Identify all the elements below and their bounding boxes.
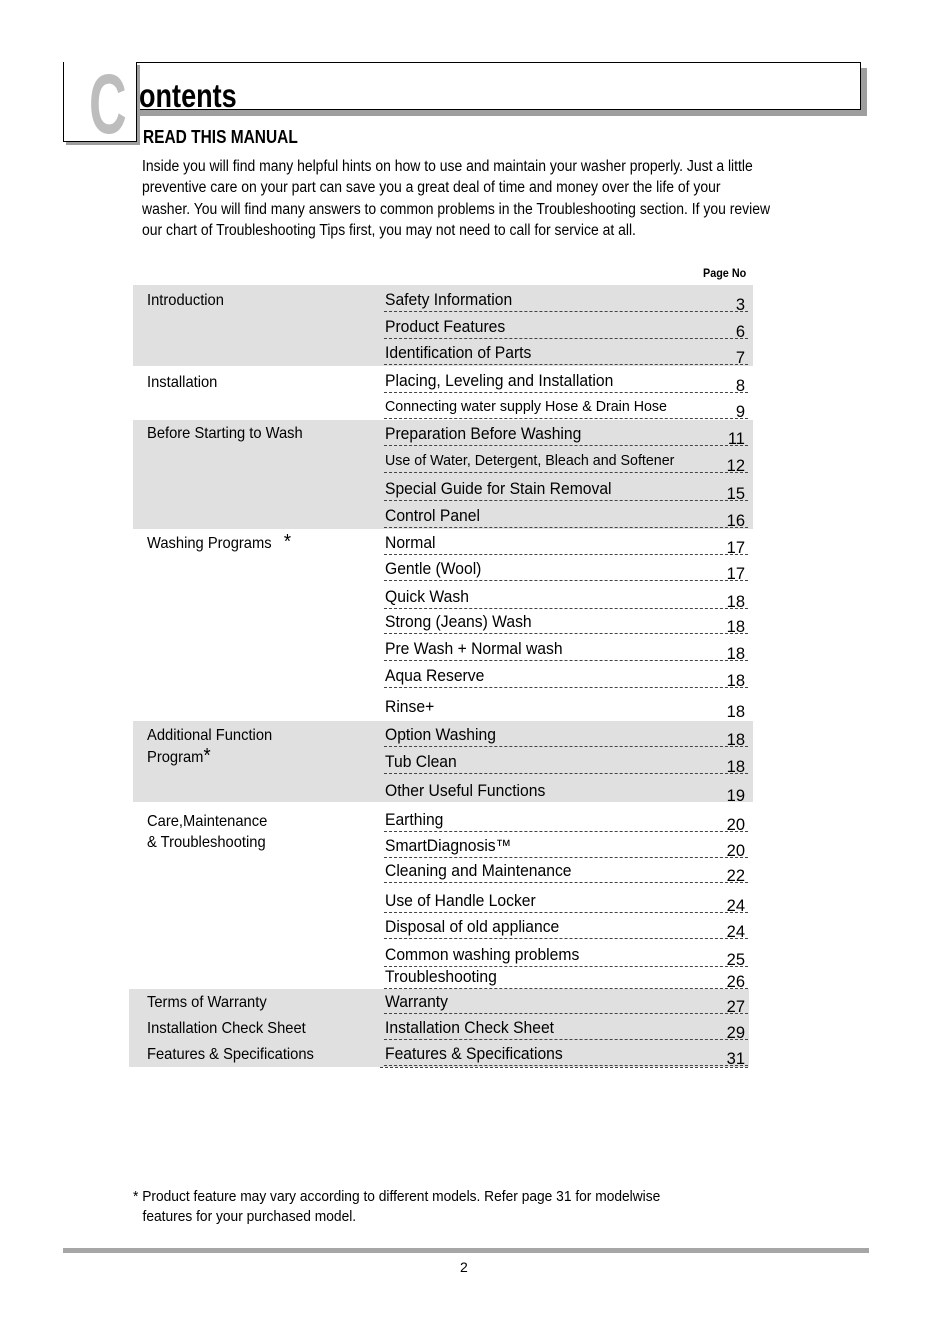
toc-entry-title: Special Guide for Stain Removal xyxy=(385,480,612,498)
section-washing-programs xyxy=(147,532,291,554)
toc-entry-title: Disposal of old appliance xyxy=(385,918,560,936)
toc-entry-title: Identification of Parts xyxy=(385,344,532,362)
toc-entry[interactable] xyxy=(384,451,748,473)
toc-entry-page: 20 xyxy=(726,816,745,834)
toc-entry-page: 20 xyxy=(726,842,745,860)
toc-entry-page: 18 xyxy=(726,731,745,749)
header-big-letter: C xyxy=(89,57,127,151)
section-features-specifications: Features & Specifications xyxy=(147,1046,314,1063)
toc-entry-page: 6 xyxy=(735,323,745,341)
asterisk-mark: * xyxy=(283,531,292,553)
toc-entry[interactable] xyxy=(384,612,748,634)
toc-entry[interactable] xyxy=(384,945,748,967)
toc-entry-page: 3 xyxy=(735,296,745,314)
toc-entry-page: 18 xyxy=(726,618,745,636)
toc-entry-page: 12 xyxy=(726,457,745,475)
toc-entry-title: Placing, Leveling and Installation xyxy=(385,372,614,390)
toc-entry-title: Pre Wash + Normal wash xyxy=(385,640,563,658)
toc-entry[interactable] xyxy=(384,967,748,989)
toc-entry-page: 7 xyxy=(735,349,745,367)
section-introduction: Introduction xyxy=(147,292,224,309)
toc-entry-title: Option Washing xyxy=(385,726,496,744)
toc-entry-title: Tub Clean xyxy=(385,753,457,771)
section-label-line1: Care,Maintenance xyxy=(147,813,268,830)
toc-entry-title: Other Useful Functions xyxy=(385,782,546,800)
section-installation-check-sheet: Installation Check Sheet xyxy=(147,1020,306,1037)
toc-entry-title: Quick Wash xyxy=(385,588,469,606)
toc-entry-page: 25 xyxy=(726,951,745,969)
section-label-line2: Program xyxy=(147,749,204,766)
toc-entry-page: 29 xyxy=(726,1024,745,1042)
toc-entry[interactable] xyxy=(384,533,748,555)
asterisk-mark: * xyxy=(203,745,211,767)
toc-entry[interactable] xyxy=(384,343,748,365)
toc-entry-page: 18 xyxy=(726,645,745,663)
read-manual-heading: READ THIS MANUAL xyxy=(143,127,298,147)
toc-entry[interactable] xyxy=(384,861,748,883)
page-number: 2 xyxy=(460,1259,468,1275)
toc-entry-page: 18 xyxy=(726,593,745,611)
toc-entry-page: 16 xyxy=(726,512,745,530)
toc-entry[interactable] xyxy=(384,397,748,419)
toc-entry-title: Use of Water, Detergent, Bleach and Softener xyxy=(385,452,675,469)
toc-entry-page: 9 xyxy=(735,403,745,421)
toc-entry[interactable] xyxy=(384,992,748,1014)
section-care-maintenance xyxy=(147,811,267,853)
toc-entry-title: Product Features xyxy=(385,318,506,336)
section-installation: Installation xyxy=(147,374,218,391)
toc-entry[interactable] xyxy=(384,506,748,528)
toc-entry-title: Gentle (Wool) xyxy=(385,560,482,578)
toc-entry-page: 27 xyxy=(726,998,745,1016)
toc-entry-title: SmartDiagnosis™ xyxy=(385,837,512,855)
toc-entry-page: 8 xyxy=(735,377,745,395)
toc-entry[interactable] xyxy=(384,479,748,501)
toc-entry[interactable] xyxy=(384,424,748,446)
bottom-rule xyxy=(63,1248,869,1253)
toc-entry-page: 15 xyxy=(726,485,745,503)
section-terms-of-warranty: Terms of Warranty xyxy=(147,994,267,1011)
toc-entry-title: Control Panel xyxy=(385,507,480,525)
toc-entry-page: 26 xyxy=(726,973,745,991)
toc-entry[interactable] xyxy=(384,1018,748,1040)
toc-entry-page: 11 xyxy=(727,430,745,448)
toc-entry[interactable] xyxy=(384,810,748,832)
toc-entry[interactable] xyxy=(384,752,748,774)
toc-entry-title: Connecting water supply Hose & Drain Hose xyxy=(385,398,667,415)
toc-entry-title: Safety Information xyxy=(385,291,513,309)
toc-entry-page: 31 xyxy=(726,1050,745,1068)
toc-entry-title: Rinse+ xyxy=(385,698,435,716)
toc-entry[interactable] xyxy=(384,317,748,339)
toc-entry-title: Troubleshooting xyxy=(385,968,497,986)
toc-entry[interactable] xyxy=(384,290,748,312)
toc-entry-page: 17 xyxy=(726,539,745,557)
toc-entry-title: Cleaning and Maintenance xyxy=(385,862,572,880)
toc-entry-title: Normal xyxy=(385,534,436,552)
toc-entry[interactable] xyxy=(384,891,748,913)
toc-entry-title: Features & Specifications xyxy=(385,1045,563,1063)
toc-entry-page: 18 xyxy=(726,703,745,721)
toc-entry-title: Preparation Before Washing xyxy=(385,425,582,443)
toc-entry[interactable] xyxy=(384,666,748,688)
toc-entry[interactable] xyxy=(384,696,748,721)
toc-entry-title: Aqua Reserve xyxy=(385,667,485,685)
toc-entry[interactable] xyxy=(384,917,748,939)
toc-entry[interactable] xyxy=(384,780,748,805)
footnote xyxy=(133,1188,779,1227)
toc-entry-page: 22 xyxy=(726,867,745,885)
toc-entry[interactable] xyxy=(384,559,748,581)
toc-entry[interactable] xyxy=(384,371,748,393)
footnote-line2: features for your purchased model. xyxy=(142,1208,357,1225)
toc-entry-page: 19 xyxy=(726,787,745,805)
toc-entry-page: 17 xyxy=(726,565,745,583)
toc-entry[interactable] xyxy=(384,639,748,661)
toc-entry-page: 24 xyxy=(726,923,745,941)
section-label-line1: Additional Function xyxy=(147,727,273,744)
toc-entry[interactable] xyxy=(384,725,748,747)
intro-paragraph: Inside you will find many helpful hints on how to use and maintain your washer properly. Just a little preventive care on your part can save you a great deal of time and money over the life of your washer. You will find many answers to common problems in the Troubleshooting section. If you review our chart of Troubleshooting Tips first, you may not need to call for service at all. xyxy=(142,158,771,239)
section-label-line2: & Troubleshooting xyxy=(147,834,266,851)
toc-entry-page: 18 xyxy=(726,758,745,776)
page-no-label: Page No xyxy=(703,266,747,280)
toc-entry-title: Earthing xyxy=(385,811,444,829)
footnote-line1: * Product feature may vary according to different models. Refer page 31 for modelwise xyxy=(133,1189,661,1205)
toc-entry-page: 24 xyxy=(726,897,745,915)
toc-entry[interactable] xyxy=(384,587,748,609)
toc-entry-title: Installation Check Sheet xyxy=(385,1019,555,1037)
toc-entry-title: Common washing problems xyxy=(385,946,580,964)
section-before-starting: Before Starting to Wash xyxy=(147,425,303,442)
page-title: ontents xyxy=(139,77,237,114)
toc-bottom-rule xyxy=(380,1046,748,1068)
toc-entry-title: Strong (Jeans) Wash xyxy=(385,613,532,631)
toc-entry-page: 18 xyxy=(726,672,745,690)
toc-entry-title: Use of Handle Locker xyxy=(385,892,536,910)
section-additional-function xyxy=(147,725,272,768)
toc-entry[interactable] xyxy=(384,836,748,858)
toc-entry-title: Warranty xyxy=(385,993,449,1011)
section-label-text: Washing Programs xyxy=(147,535,272,552)
